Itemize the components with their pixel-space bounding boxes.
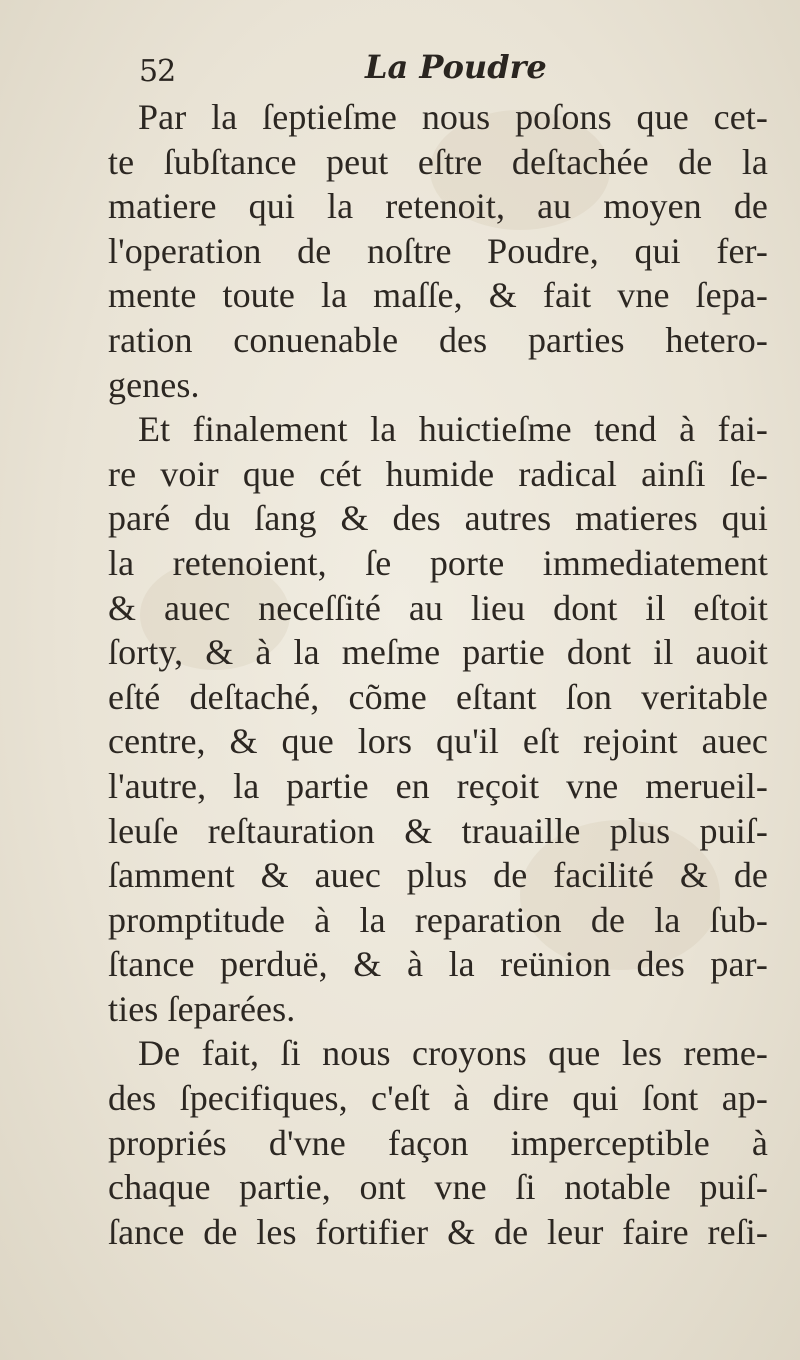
running-title: La Poudre: [365, 48, 547, 86]
text-line: des ſpecifiques, c'eſt à dire qui ſont ap-: [108, 1078, 768, 1119]
text-line: mente toute la maſſe, & fait vne ſepa-: [108, 275, 768, 316]
text-line: chaque partie, ont vne ſi notable puiſ-: [108, 1167, 768, 1208]
text-line: ſance de les fortifier & de leur faire reſi-: [108, 1211, 768, 1252]
text-line: ſamment & auec plus de facilité & de: [108, 855, 768, 896]
text-line: paré du ſang & des autres matieres qui: [108, 498, 768, 539]
text-line: ſorty, & à la meſme partie dont il auoit: [108, 632, 768, 673]
text-line: eſté deſtaché, cõme eſtant ſon veritable: [108, 676, 768, 717]
text-line: matiere qui la retenoit, au moyen de: [108, 186, 768, 227]
text-line: ties ſeparées.: [108, 988, 296, 1029]
text-line: re voir que cét humide radical ainſi ſe-: [108, 453, 768, 494]
running-head: [125, 48, 765, 92]
text-line: leuſe reſtauration & trauaille plus puiſ-: [108, 810, 768, 851]
text-line: ſtance perduë, & à la reünion des par-: [108, 944, 768, 985]
text-line: centre, & que lors qu'il eſt rejoint auec: [108, 721, 768, 762]
text-line: propriés d'vne façon imperceptible à: [108, 1122, 768, 1163]
body-text: [108, 95, 768, 1254]
text-line: l'autre, la partie en reçoit vne merueil-: [108, 765, 768, 806]
text-line: ration conuenable des parties hetero-: [108, 319, 768, 360]
text-line: la retenoient, ſe porte immediatement: [108, 542, 768, 583]
text-line: Par la ſeptieſme nous poſons que cet-: [138, 97, 768, 137]
text-line: De fait, ſi nous croyons que les reme-: [138, 1033, 768, 1074]
text-line: Et finalement la huictieſme tend à fai-: [138, 409, 768, 450]
text-line: te ſubſtance peut eſtre deſtachée de la: [108, 141, 768, 182]
text-line: promptitude à la reparation de la ſub-: [108, 899, 768, 940]
text-line: genes.: [108, 364, 200, 405]
text-line: & auec neceſſité au lieu dont il eſtoit: [108, 587, 768, 628]
text-line: l'operation de noſtre Poudre, qui fer-: [108, 230, 768, 271]
page-number: 52: [139, 54, 176, 89]
